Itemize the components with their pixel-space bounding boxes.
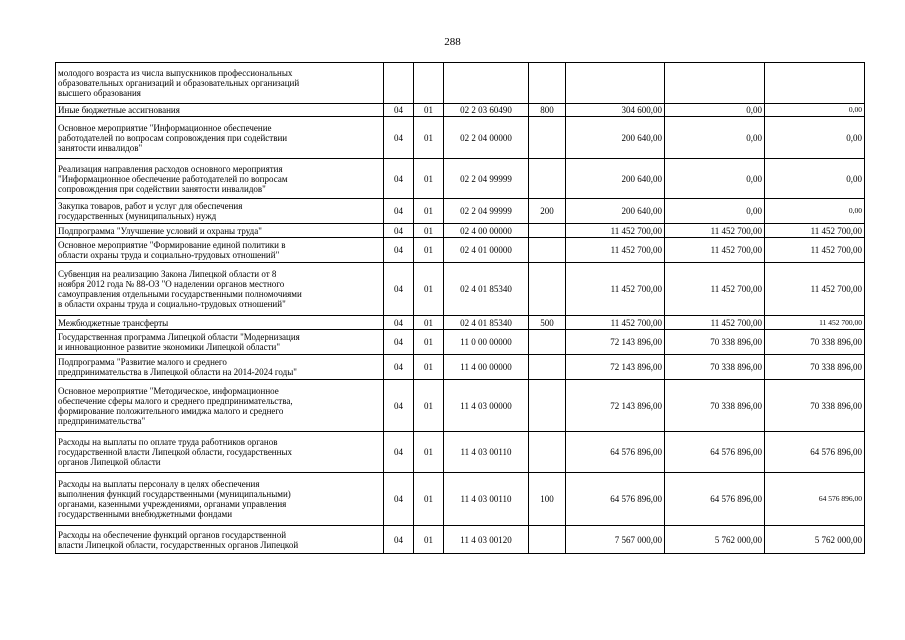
row-name-line: Субвенция на реализацию Закона Липецкой области от 8 bbox=[58, 269, 277, 279]
row-name-line: образовательных организаций и образовательных организаций bbox=[58, 78, 300, 88]
amount-year-2: 70 338 896,00 bbox=[665, 330, 765, 355]
row-name bbox=[56, 63, 384, 104]
row-name-line: Расходы на выплаты персоналу в целях обеспечения bbox=[58, 479, 260, 489]
target-article-code: 11 4 03 00110 bbox=[444, 473, 529, 526]
target-article-code: 02 2 04 99999 bbox=[444, 159, 529, 199]
subsection-code: 01 bbox=[414, 316, 444, 330]
row-name bbox=[56, 526, 384, 554]
table-row bbox=[56, 355, 865, 380]
budget-table bbox=[55, 62, 865, 554]
row-name bbox=[56, 199, 384, 224]
row-name-line: высшего образования bbox=[58, 88, 141, 98]
target-article-code: 02 4 01 00000 bbox=[444, 238, 529, 263]
row-name-line: Закупка товаров, работ и услуг для обеспечения bbox=[58, 201, 243, 211]
amount-year-3: 11 452 700,00 bbox=[765, 238, 865, 263]
amount-year-3: 0,00 bbox=[765, 117, 865, 159]
amount-year-2: 0,00 bbox=[665, 117, 765, 159]
target-article-code: 02 2 03 60490 bbox=[444, 104, 529, 117]
row-name-line: Основное мероприятие "Методическое, информационное bbox=[58, 385, 279, 396]
amount-year-2: 64 576 896,00 bbox=[665, 473, 765, 526]
amount-year-3: 70 338 896,00 bbox=[765, 330, 865, 355]
row-name-line: сопровождения при содействии занятости инвалидов" bbox=[58, 183, 266, 194]
section-code: 04 bbox=[384, 526, 414, 554]
subsection-code bbox=[414, 63, 444, 104]
table-row bbox=[56, 238, 865, 263]
subsection-code: 01 bbox=[414, 473, 444, 526]
section-code: 04 bbox=[384, 104, 414, 117]
expense-type-code bbox=[529, 380, 566, 432]
section-code: 04 bbox=[384, 159, 414, 199]
row-name-line: власти Липецкой области, государственных органов Липецкой bbox=[58, 539, 299, 550]
section-code: 04 bbox=[384, 380, 414, 432]
amount-year-1: 64 576 896,00 bbox=[566, 473, 665, 526]
amount-year-2: 11 452 700,00 bbox=[665, 238, 765, 263]
subsection-code: 01 bbox=[414, 330, 444, 355]
expense-type-code bbox=[529, 432, 566, 473]
amount-year-2: 0,00 bbox=[665, 104, 765, 117]
subsection-code: 01 bbox=[414, 380, 444, 432]
section-code: 04 bbox=[384, 330, 414, 355]
table-row bbox=[56, 380, 865, 432]
row-name bbox=[56, 316, 384, 330]
table-row bbox=[56, 117, 865, 159]
table-row bbox=[56, 104, 865, 117]
section-code: 04 bbox=[384, 224, 414, 238]
amount-year-2: 70 338 896,00 bbox=[665, 355, 765, 380]
amount-year-1: 11 452 700,00 bbox=[566, 238, 665, 263]
table-row bbox=[56, 432, 865, 473]
section-code: 04 bbox=[384, 473, 414, 526]
target-article-code: 02 2 04 00000 bbox=[444, 117, 529, 159]
expense-type-code: 500 bbox=[529, 316, 566, 330]
section-code bbox=[384, 63, 414, 104]
expense-type-code bbox=[529, 159, 566, 199]
page-number: 288 bbox=[444, 36, 461, 48]
target-article-code: 02 4 01 85340 bbox=[444, 316, 529, 330]
expense-type-code: 800 bbox=[529, 104, 566, 117]
target-article-code: 11 0 00 00000 bbox=[444, 330, 529, 355]
amount-year-3: 0,00 bbox=[765, 159, 865, 199]
row-name-line: государственной власти Липецкой области, государственных bbox=[58, 447, 292, 457]
amount-year-1: 200 640,00 bbox=[566, 159, 665, 199]
subsection-code: 01 bbox=[414, 263, 444, 316]
section-code: 04 bbox=[384, 199, 414, 224]
table-row bbox=[56, 224, 865, 238]
expense-type-code bbox=[529, 224, 566, 238]
expense-type-code: 100 bbox=[529, 473, 566, 526]
amount-year-3: 11 452 700,00 bbox=[765, 224, 865, 238]
section-code: 04 bbox=[384, 238, 414, 263]
target-article-code: 02 4 00 00000 bbox=[444, 224, 529, 238]
amount-year-3: 11 452 700,00 bbox=[765, 263, 865, 316]
row-name-line: обеспечение сферы малого и среднего предпринимательства, bbox=[58, 395, 293, 406]
subsection-code: 01 bbox=[414, 355, 444, 380]
subsection-code: 01 bbox=[414, 104, 444, 117]
target-article-code: 02 2 04 99999 bbox=[444, 199, 529, 224]
amount-year-3: 0,00 bbox=[765, 104, 865, 117]
section-code: 04 bbox=[384, 432, 414, 473]
subsection-code: 01 bbox=[414, 238, 444, 263]
target-article-code: 11 4 00 00000 bbox=[444, 355, 529, 380]
amount-year-1: 11 452 700,00 bbox=[566, 316, 665, 330]
subsection-code: 01 bbox=[414, 159, 444, 199]
row-name-line: Реализация направления расходов основного мероприятия bbox=[58, 163, 283, 174]
amount-year-2: 5 762 000,00 bbox=[665, 526, 765, 554]
row-name-line: Расходы на обеспечение функций органов государственной bbox=[58, 529, 287, 540]
row-name-line: Межбюджетные трансферты bbox=[58, 317, 169, 328]
table-row bbox=[56, 526, 865, 554]
table-row bbox=[56, 473, 865, 526]
row-name bbox=[56, 224, 384, 238]
row-name-line: формирование положительного имиджа малого и среднего bbox=[58, 405, 284, 416]
amount-year-1: 200 640,00 bbox=[566, 199, 665, 224]
row-name-line: выполнения функций государственными (муниципальными) bbox=[58, 489, 291, 499]
amount-year-1: 11 452 700,00 bbox=[566, 263, 665, 316]
subsection-code: 01 bbox=[414, 526, 444, 554]
amount-year-2 bbox=[665, 63, 765, 104]
amount-year-1: 72 143 896,00 bbox=[566, 355, 665, 380]
row-name-line: Основное мероприятие "Формирование единой политики в bbox=[58, 240, 286, 250]
row-name-line: органов Липецкой области bbox=[58, 457, 161, 467]
amount-year-1: 200 640,00 bbox=[566, 117, 665, 159]
subsection-code: 01 bbox=[414, 199, 444, 224]
row-name bbox=[56, 432, 384, 473]
amount-year-1: 64 576 896,00 bbox=[566, 432, 665, 473]
row-name bbox=[56, 104, 384, 117]
row-name-line: самоуправления отдельными государственными полномочиями bbox=[58, 289, 302, 299]
table-row bbox=[56, 263, 865, 316]
expense-type-code bbox=[529, 263, 566, 316]
table-row bbox=[56, 330, 865, 355]
row-name bbox=[56, 380, 384, 432]
subsection-code: 01 bbox=[414, 117, 444, 159]
table-row bbox=[56, 316, 865, 330]
row-name-line: предпринимательства" bbox=[58, 415, 146, 426]
row-name bbox=[56, 263, 384, 316]
target-article-code: 02 4 01 85340 bbox=[444, 263, 529, 316]
amount-year-2: 11 452 700,00 bbox=[665, 263, 765, 316]
subsection-code: 01 bbox=[414, 224, 444, 238]
expense-type-code bbox=[529, 355, 566, 380]
row-name-line: Подпрограмма "Улучшение условий и охраны труда" bbox=[58, 225, 262, 236]
row-name-line: Основное мероприятие "Информационное обеспечение bbox=[58, 122, 272, 133]
row-name-line: государственных (муниципальных) нужд bbox=[58, 211, 217, 221]
amount-year-2: 70 338 896,00 bbox=[665, 380, 765, 432]
row-name-line: Иные бюджетные ассигнования bbox=[58, 105, 180, 115]
amount-year-3: 70 338 896,00 bbox=[765, 355, 865, 380]
subsection-code: 01 bbox=[414, 432, 444, 473]
row-name-line: в области охраны труда и социально-трудовых отношений" bbox=[58, 299, 286, 309]
table-row bbox=[56, 159, 865, 199]
row-name bbox=[56, 473, 384, 526]
expense-type-code bbox=[529, 238, 566, 263]
target-article-code: 11 4 03 00000 bbox=[444, 380, 529, 432]
section-code: 04 bbox=[384, 316, 414, 330]
row-name-line: "Информационное обеспечение работодателей по вопросам bbox=[58, 173, 288, 184]
amount-year-2: 11 452 700,00 bbox=[665, 224, 765, 238]
amount-year-2: 0,00 bbox=[665, 159, 765, 199]
expense-type-code bbox=[529, 330, 566, 355]
row-name-line: органами, казенными учреждениями, органами управления bbox=[58, 499, 287, 509]
amount-year-1: 72 143 896,00 bbox=[566, 380, 665, 432]
row-name-line: работодателей по вопросам сопровождения при содействии bbox=[58, 132, 288, 143]
amount-year-2: 0,00 bbox=[665, 199, 765, 224]
row-name-line: Государственная программа Липецкой области "Модернизация bbox=[58, 332, 300, 342]
expense-type-code bbox=[529, 63, 566, 104]
row-name-line: занятости инвалидов" bbox=[58, 142, 143, 153]
row-name-line: и инновационное развитие экономики Липецкой области" bbox=[58, 342, 281, 352]
section-code: 04 bbox=[384, 117, 414, 159]
target-article-code bbox=[444, 63, 529, 104]
amount-year-3 bbox=[765, 63, 865, 104]
amount-year-3: 0,00 bbox=[765, 199, 865, 224]
row-name bbox=[56, 159, 384, 199]
table-row bbox=[56, 63, 865, 104]
expense-type-code: 200 bbox=[529, 199, 566, 224]
row-name-line: Подпрограмма "Развитие малого и среднего bbox=[58, 357, 227, 367]
row-name-line: государственными внебюджетными фондами bbox=[58, 509, 233, 519]
amount-year-3: 64 576 896,00 bbox=[765, 473, 865, 526]
amount-year-3: 5 762 000,00 bbox=[765, 526, 865, 554]
expense-type-code bbox=[529, 117, 566, 159]
amount-year-1: 72 143 896,00 bbox=[566, 330, 665, 355]
expense-type-code bbox=[529, 526, 566, 554]
amount-year-3: 11 452 700,00 bbox=[765, 316, 865, 330]
amount-year-3: 64 576 896,00 bbox=[765, 432, 865, 473]
row-name bbox=[56, 355, 384, 380]
row-name-line: ноября 2012 года № 88-ОЗ "О наделении органов местного bbox=[58, 279, 285, 289]
amount-year-1: 304 600,00 bbox=[566, 104, 665, 117]
row-name-line: Расходы на выплаты по оплате труда работников органов bbox=[58, 437, 278, 447]
amount-year-1: 7 567 000,00 bbox=[566, 526, 665, 554]
row-name bbox=[56, 238, 384, 263]
section-code: 04 bbox=[384, 355, 414, 380]
target-article-code: 11 4 03 00120 bbox=[444, 526, 529, 554]
row-name-line: предпринимательства в Липецкой области на 2014-2024 годы" bbox=[58, 367, 297, 377]
row-name bbox=[56, 330, 384, 355]
amount-year-2: 11 452 700,00 bbox=[665, 316, 765, 330]
amount-year-3: 70 338 896,00 bbox=[765, 380, 865, 432]
row-name-line: молодого возраста из числа выпускников профессиональных bbox=[58, 68, 293, 78]
section-code: 04 bbox=[384, 263, 414, 316]
table-row bbox=[56, 199, 865, 224]
row-name bbox=[56, 117, 384, 159]
amount-year-2: 64 576 896,00 bbox=[665, 432, 765, 473]
amount-year-1: 11 452 700,00 bbox=[566, 224, 665, 238]
row-name-line: области охраны труда и социально-трудовых отношений" bbox=[58, 250, 280, 260]
amount-year-1 bbox=[566, 63, 665, 104]
target-article-code: 11 4 03 00110 bbox=[444, 432, 529, 473]
